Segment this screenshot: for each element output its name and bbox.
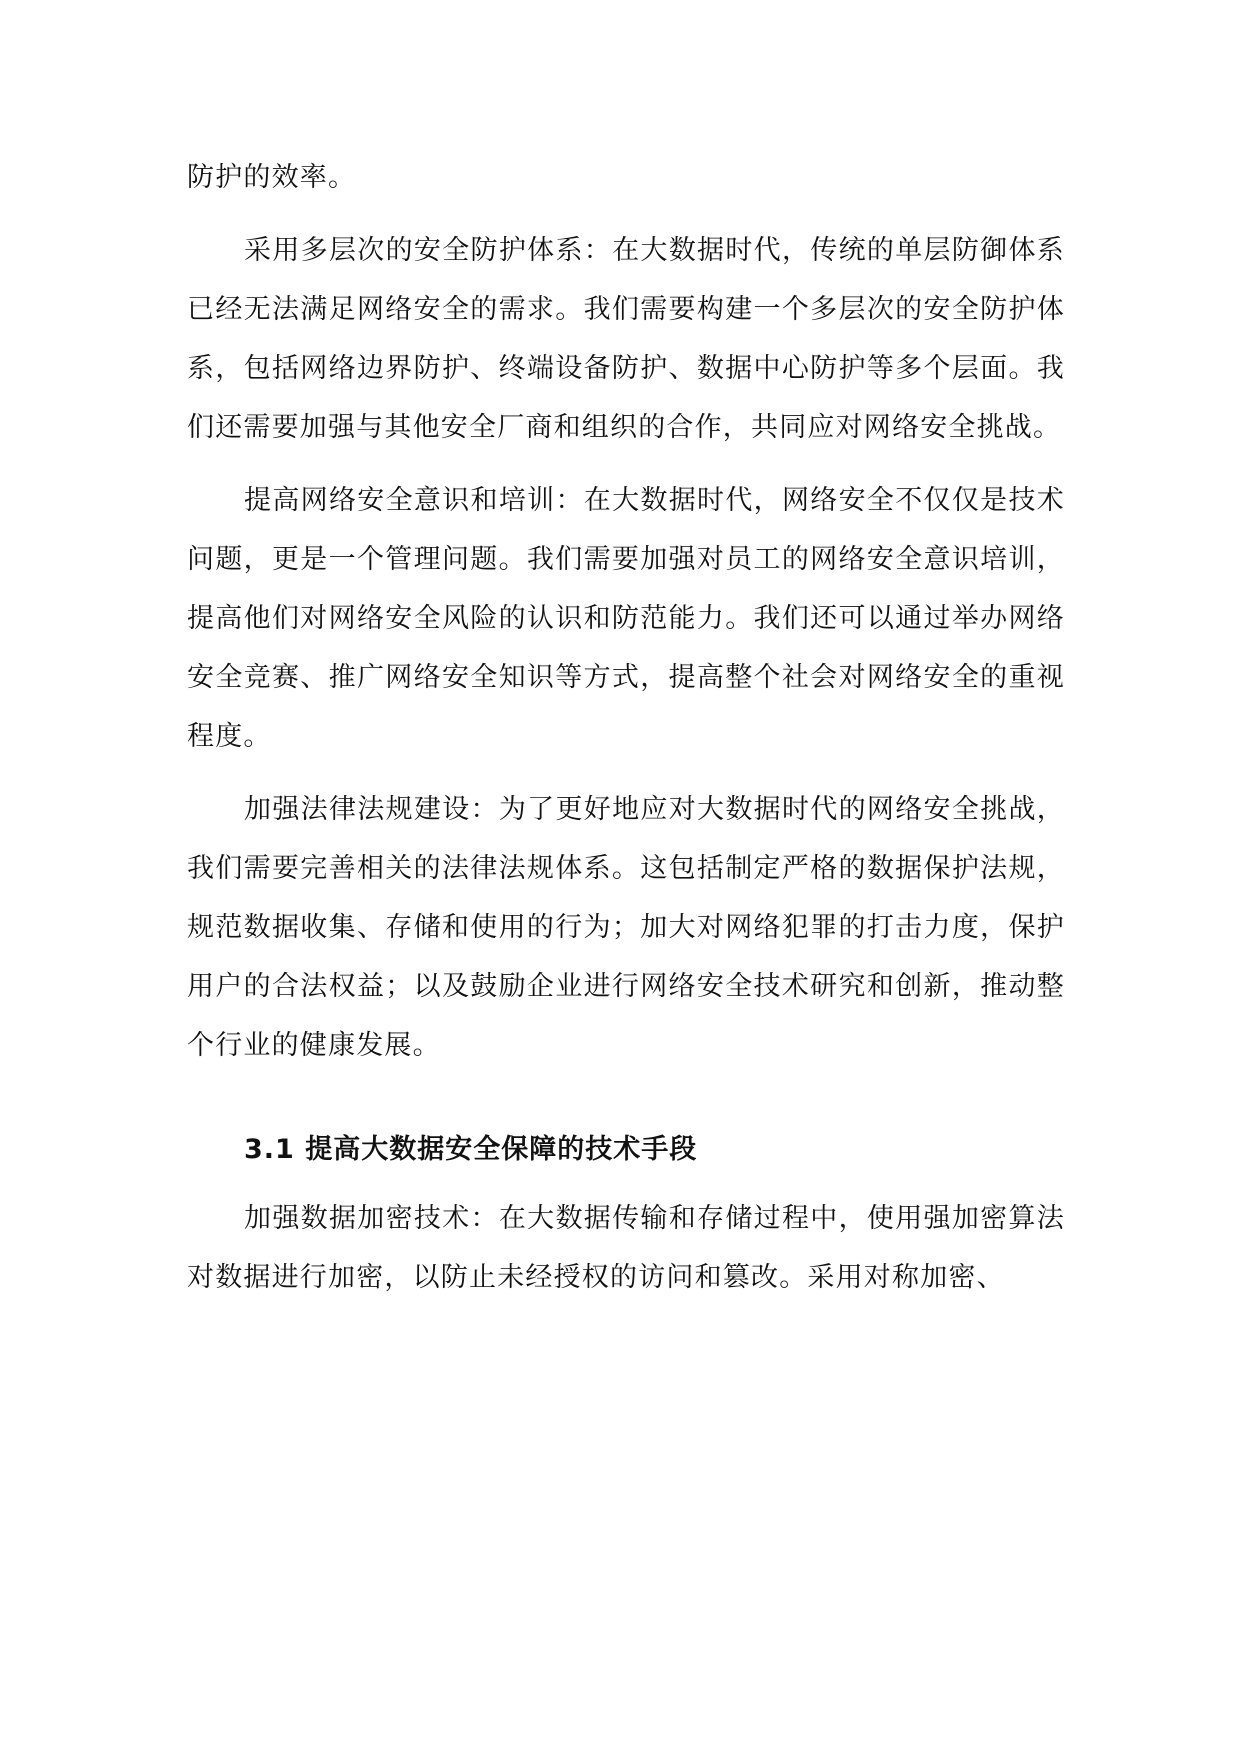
paragraph-legal-framework: 加强法律法规建设：为了更好地应对大数据时代的网络安全挑战，我们需要完善相关的法律法规体系。这包括制定严格的数据保护法规，规范数据收集、存储和使用的行为；加大对网络犯罪的打击力度，保护用户的合法权益；以及鼓励企业进行网络安全技术研究和创新，推动整个行业的健康发展。 xyxy=(187,794,1065,1061)
paragraph-multilayer-defense: 采用多层次的安全防护体系：在大数据时代，传统的单层防御体系已经无法满足网络安全的需求。我们需要构建一个多层次的安全防护体系，包括网络边界防护、终端设备防护、数据中心防护等多个层面。我们还需要加强与其他安全厂商和组织的合作，共同应对网络安全挑战。 xyxy=(187,235,1065,443)
section-heading: 3.1 提高大数据安全保障的技术手段 xyxy=(244,1134,698,1165)
paragraph-security-awareness: 提高网络安全意识和培训：在大数据时代，网络安全不仅仅是技术问题，更是一个管理问题。我们需要加强对员工的网络安全意识培训，提高他们对网络安全风险的认识和防范能力。我们还可以通过举办网络安全竞赛、推广网络安全知识等方式，提高整个社会对网络安全的重视程度。 xyxy=(187,485,1065,752)
document-page xyxy=(187,148,1065,1321)
paragraph-continuation: 防护的效率。 xyxy=(187,162,357,193)
paragraph-data-encryption: 加强数据加密技术：在大数据传输和存储过程中，使用强加密算法对数据进行加密，以防止未经授权的访问和篡改。采用对称加密、 xyxy=(187,1203,1065,1293)
